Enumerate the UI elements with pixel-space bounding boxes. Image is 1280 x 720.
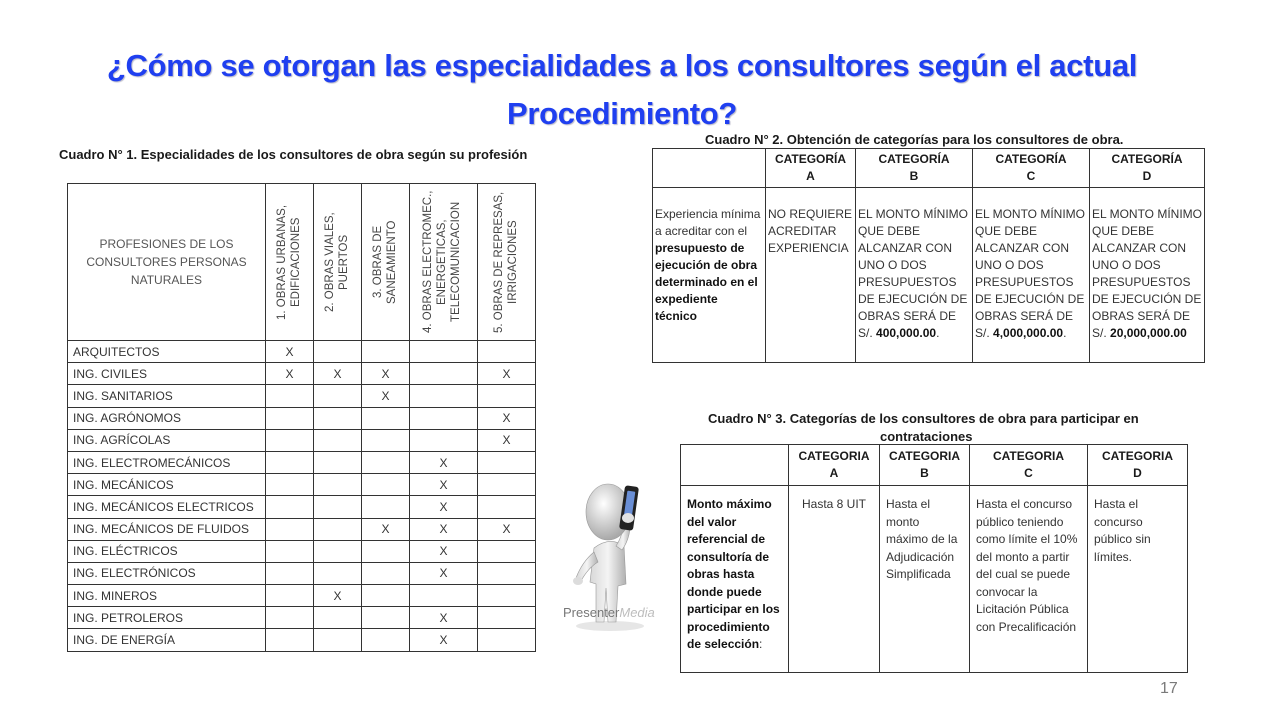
specialty-mark-cell: X bbox=[410, 518, 478, 540]
specialty-mark-cell bbox=[478, 629, 536, 651]
specialty-mark-cell bbox=[266, 518, 314, 540]
specialty-mark-cell bbox=[266, 540, 314, 562]
table-row bbox=[68, 341, 536, 363]
specialty-mark-cell bbox=[478, 607, 536, 629]
specialty-mark-cell bbox=[314, 407, 362, 429]
table3-caption: Cuadro N° 3. Categorías de los consultores de obra para participar en contrataciones bbox=[708, 411, 1139, 444]
specialty-mark-cell bbox=[478, 451, 536, 473]
specialties-table bbox=[67, 183, 536, 652]
specialty-mark-cell: X bbox=[410, 451, 478, 473]
specialty-mark-cell bbox=[362, 496, 410, 518]
profession-name: ING. ELÉCTRICOS bbox=[68, 540, 266, 562]
specialty-mark-cell: X bbox=[478, 429, 536, 451]
specialty-mark-cell: X bbox=[410, 629, 478, 651]
table2-requirement-cell: Experiencia mínima a acreditar con el presupuesto de ejecución de obra determinado en el expediente técnico bbox=[653, 188, 766, 363]
profession-name: ING. CIVILES bbox=[68, 363, 266, 385]
specialty-mark-cell bbox=[266, 629, 314, 651]
table2-header-empty bbox=[653, 149, 766, 188]
table2-cat-a-cell: NO REQUIERE ACREDITAR EXPERIENCIA bbox=[766, 188, 856, 363]
specialty-mark-cell bbox=[362, 429, 410, 451]
specialty-mark-cell bbox=[478, 385, 536, 407]
specialty-mark-cell bbox=[362, 585, 410, 607]
specialty-mark-cell bbox=[266, 607, 314, 629]
table2-cat-b-cell: EL MONTO MÍNIMO QUE DEBE ALCANZAR CON UNO O DOS PRESUPUESTOS DE EJECUCIÓN DE OBRAS SERÁ DE S/. 400,000.00. bbox=[856, 188, 973, 363]
profession-name: ING. SANITARIOS bbox=[68, 385, 266, 407]
specialty-mark-cell bbox=[410, 407, 478, 429]
header-col-3: 3. OBRAS DE SANEAMIENTO bbox=[362, 184, 410, 341]
specialty-mark-cell bbox=[314, 429, 362, 451]
specialty-mark-cell bbox=[362, 562, 410, 584]
table3-cat-c-cell: Hasta el concurso público teniendo como límite el 10% del monto a partir del cual se puede convocar la Licitación Pública con Precalificación bbox=[970, 486, 1088, 673]
table-row bbox=[68, 607, 536, 629]
specialty-mark-cell bbox=[314, 451, 362, 473]
specialty-mark-cell: X bbox=[478, 363, 536, 385]
profession-name: ING. MECÁNICOS bbox=[68, 474, 266, 496]
specialty-mark-cell bbox=[362, 451, 410, 473]
specialty-mark-cell bbox=[314, 474, 362, 496]
specialty-mark-cell bbox=[478, 496, 536, 518]
specialty-mark-cell bbox=[266, 496, 314, 518]
specialty-mark-cell: X bbox=[362, 518, 410, 540]
specialty-mark-cell bbox=[314, 518, 362, 540]
header-col-2: 2. OBRAS VIALES, PUERTOS bbox=[314, 184, 362, 341]
table-row bbox=[68, 496, 536, 518]
specialty-mark-cell bbox=[314, 607, 362, 629]
table3-header-b: CATEGORIA B bbox=[880, 445, 970, 486]
table3-header-row bbox=[681, 445, 1188, 486]
table-row bbox=[68, 385, 536, 407]
table1-header-row bbox=[68, 184, 536, 341]
specialty-mark-cell bbox=[478, 474, 536, 496]
profession-name: ING. MINEROS bbox=[68, 585, 266, 607]
profession-name: ING. MECÁNICOS ELECTRICOS bbox=[68, 496, 266, 518]
table2-header-a: CATEGORÍA A bbox=[766, 149, 856, 188]
specialty-mark-cell: X bbox=[410, 562, 478, 584]
specialty-mark-cell bbox=[410, 341, 478, 363]
table-row bbox=[68, 407, 536, 429]
profession-name: ING. AGRÓNOMOS bbox=[68, 407, 266, 429]
specialty-mark-cell bbox=[314, 385, 362, 407]
specialty-mark-cell bbox=[362, 607, 410, 629]
categories-acquisition-table bbox=[652, 148, 1205, 363]
profession-name: ING. AGRÍCOLAS bbox=[68, 429, 266, 451]
specialty-mark-cell bbox=[478, 540, 536, 562]
specialty-mark-cell bbox=[266, 562, 314, 584]
specialty-mark-cell bbox=[478, 585, 536, 607]
table3-header-d: CATEGORIA D bbox=[1088, 445, 1188, 486]
specialty-mark-cell: X bbox=[362, 385, 410, 407]
table3-amount-cell: Monto máximo del valor referencial de consultoría de obras hasta donde puede participar en los procedimiento de selección: bbox=[681, 486, 789, 673]
table-row bbox=[68, 451, 536, 473]
table2-header-d: CATEGORÍA D bbox=[1090, 149, 1205, 188]
specialty-mark-cell: X bbox=[410, 540, 478, 562]
table3-row bbox=[681, 486, 1188, 673]
table2-caption: Cuadro N° 2. Obtención de categorías para los consultores de obra. bbox=[705, 132, 1124, 147]
specialty-mark-cell: X bbox=[478, 407, 536, 429]
specialty-mark-cell: X bbox=[314, 363, 362, 385]
profession-name: ING. ELECTROMECÁNICOS bbox=[68, 451, 266, 473]
specialty-mark-cell bbox=[478, 341, 536, 363]
specialty-mark-cell bbox=[266, 407, 314, 429]
table2-header-c: CATEGORÍA C bbox=[973, 149, 1090, 188]
table2-cat-c-cell: EL MONTO MÍNIMO QUE DEBE ALCANZAR CON UNO O DOS PRESUPUESTOS DE EJECUCIÓN DE OBRAS SERÁ DE S/. 4,000,000.00. bbox=[973, 188, 1090, 363]
specialty-mark-cell bbox=[478, 562, 536, 584]
table1-caption: Cuadro N° 1. Especialidades de los consultores de obra según su profesión bbox=[59, 147, 528, 162]
header-col-1: 1. OBRAS URBANAS, EDIFICACIONES bbox=[266, 184, 314, 341]
header-col-5: 5. OBRAS DE REPRESAS, IRRIGACIONES bbox=[478, 184, 536, 341]
table3-cat-b-cell: Hasta el monto máximo de la Adjudicación Simplificada bbox=[880, 486, 970, 673]
table3-header-a: CATEGORIA A bbox=[789, 445, 880, 486]
slide-title bbox=[0, 42, 1244, 138]
specialty-mark-cell bbox=[410, 363, 478, 385]
specialty-mark-cell: X bbox=[266, 341, 314, 363]
specialty-mark-cell bbox=[362, 341, 410, 363]
specialty-mark-cell: X bbox=[410, 496, 478, 518]
table-row bbox=[68, 562, 536, 584]
page-number: 17 bbox=[1160, 680, 1178, 697]
specialty-mark-cell bbox=[266, 474, 314, 496]
table2-header-row bbox=[653, 149, 1205, 188]
profession-name: ING. DE ENERGÍA bbox=[68, 629, 266, 651]
title-line-1: ¿Cómo se otorgan las especialidades a los consultores según el actual bbox=[106, 48, 1138, 83]
table1-body bbox=[68, 341, 536, 652]
profession-name: ING. MECÁNICOS DE FLUIDOS bbox=[68, 518, 266, 540]
specialty-mark-cell bbox=[266, 451, 314, 473]
specialty-mark-cell bbox=[362, 540, 410, 562]
table-row bbox=[68, 629, 536, 651]
specialty-mark-cell bbox=[410, 585, 478, 607]
table-row bbox=[68, 474, 536, 496]
table-row bbox=[68, 540, 536, 562]
specialty-mark-cell: X bbox=[362, 363, 410, 385]
specialty-mark-cell: X bbox=[314, 585, 362, 607]
table3-cat-a-cell: Hasta 8 UIT bbox=[789, 486, 880, 673]
header-col-4: 4. OBRAS ELECTROMEC., ENERGETICAS, TELECOMUNICACION bbox=[410, 184, 478, 341]
profession-name: ING. ELECTRÓNICOS bbox=[68, 562, 266, 584]
table-row bbox=[68, 429, 536, 451]
specialty-mark-cell: X bbox=[410, 474, 478, 496]
table3-header-c: CATEGORIA C bbox=[970, 445, 1088, 486]
watermark: PresenterMedia bbox=[563, 605, 655, 620]
table-row bbox=[68, 518, 536, 540]
specialty-mark-cell bbox=[266, 385, 314, 407]
specialty-mark-cell bbox=[362, 474, 410, 496]
specialty-mark-cell bbox=[266, 585, 314, 607]
specialty-mark-cell bbox=[314, 562, 362, 584]
specialty-mark-cell: X bbox=[266, 363, 314, 385]
table-row bbox=[68, 363, 536, 385]
specialty-mark-cell bbox=[314, 629, 362, 651]
categories-participation-table bbox=[680, 444, 1188, 673]
table3-cat-d-cell: Hasta el concurso público sin límites. bbox=[1088, 486, 1188, 673]
specialty-mark-cell bbox=[362, 407, 410, 429]
specialty-mark-cell bbox=[362, 629, 410, 651]
specialty-mark-cell bbox=[314, 341, 362, 363]
profession-header: PROFESIONES DE LOS CONSULTORES PERSONAS NATURALES bbox=[68, 184, 266, 341]
table2-header-b: CATEGORÍA B bbox=[856, 149, 973, 188]
specialty-mark-cell: X bbox=[410, 607, 478, 629]
profession-name: ING. PETROLEROS bbox=[68, 607, 266, 629]
title-line-2: Procedimiento? bbox=[506, 96, 738, 131]
specialty-mark-cell bbox=[410, 429, 478, 451]
table-row bbox=[68, 585, 536, 607]
specialty-mark-cell bbox=[314, 496, 362, 518]
table3-header-empty bbox=[681, 445, 789, 486]
specialty-mark-cell bbox=[266, 429, 314, 451]
table2-cat-d-cell: EL MONTO MÍNIMO QUE DEBE ALCANZAR CON UNO O DOS PRESUPUESTOS DE EJECUCIÓN DE OBRAS SERÁ DE S/. 20,000,000.00 bbox=[1090, 188, 1205, 363]
table2-row bbox=[653, 188, 1205, 363]
specialty-mark-cell bbox=[410, 385, 478, 407]
specialty-mark-cell: X bbox=[478, 518, 536, 540]
profession-name: ARQUITECTOS bbox=[68, 341, 266, 363]
specialty-mark-cell bbox=[314, 540, 362, 562]
